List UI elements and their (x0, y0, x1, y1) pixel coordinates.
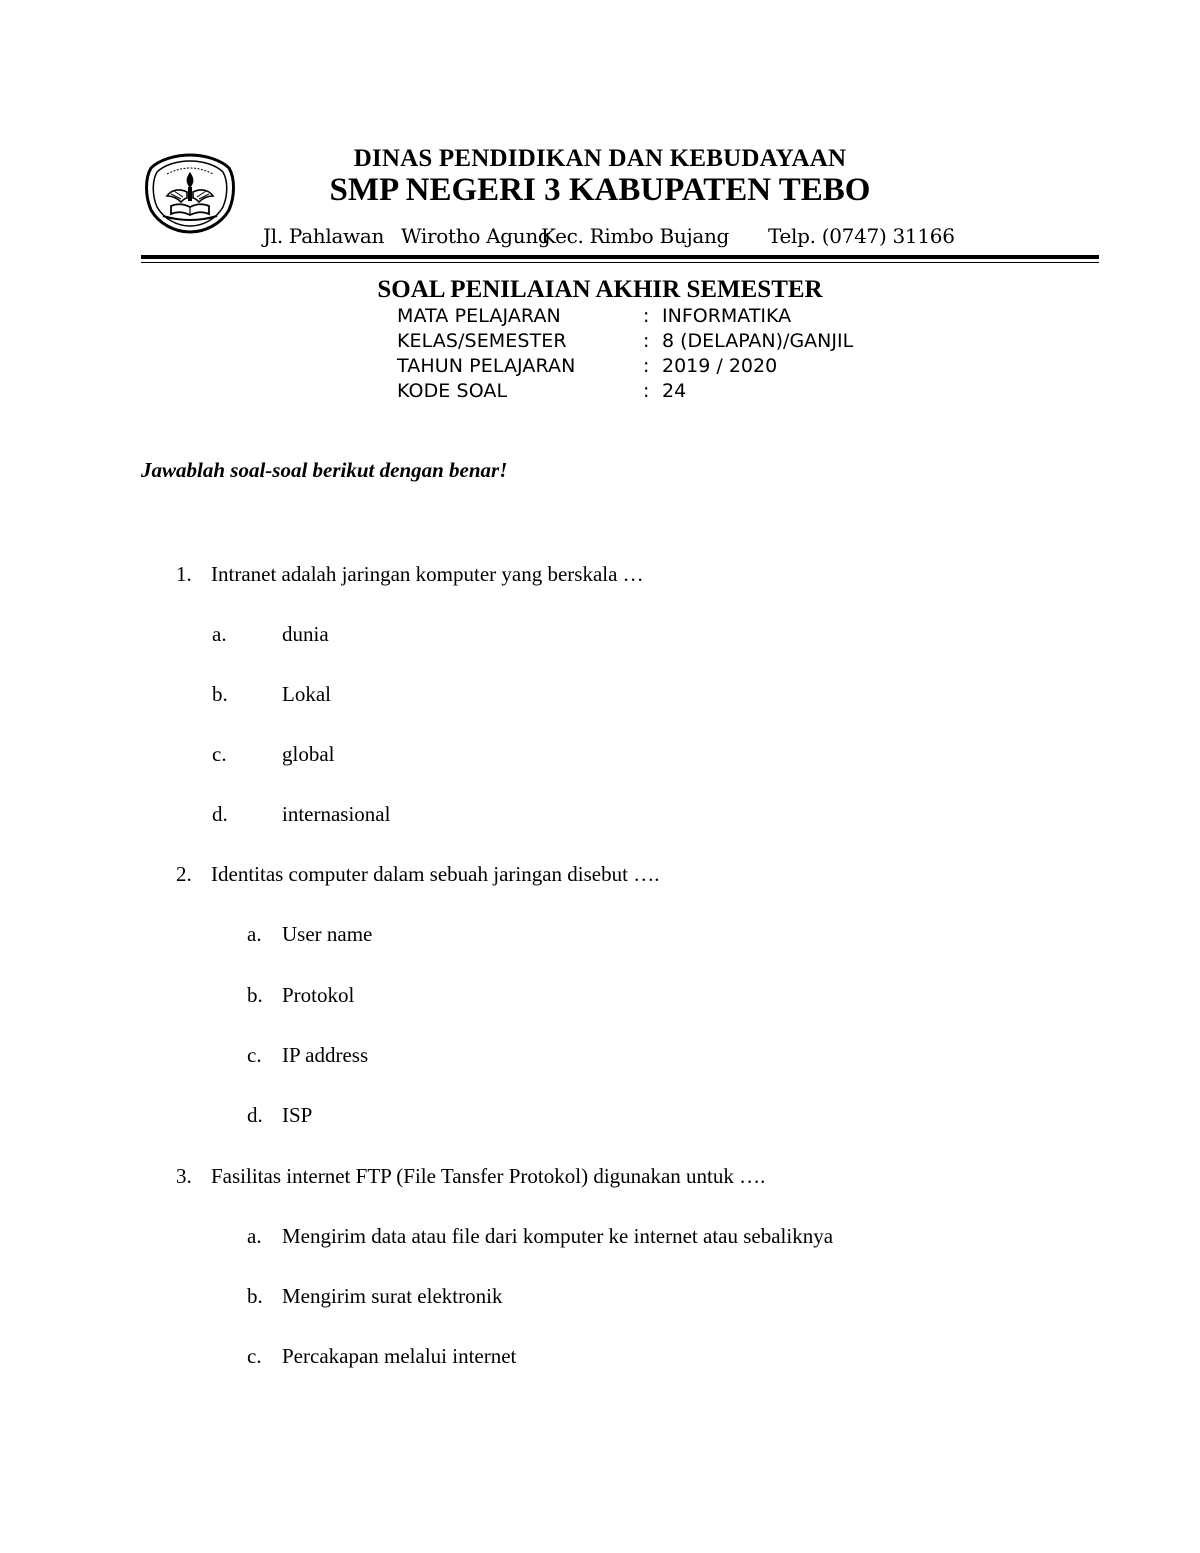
option-letter: b. (247, 1284, 263, 1308)
option-letter: d. (212, 802, 228, 826)
address-area: Wirotho Agung (401, 224, 551, 248)
option-text: ISP (282, 1103, 313, 1127)
meta-key-class: KELAS/SEMESTER (397, 330, 567, 352)
option-text: dunia (282, 622, 329, 646)
exam-title: SOAL PENILAIAN AKHIR SEMESTER (377, 276, 823, 303)
address-street: Jl. Pahlawan (263, 224, 385, 248)
meta-separator: : (643, 380, 650, 402)
meta-value-class: 8 (DELAPAN)/GANJIL (662, 330, 854, 352)
option-text: Lokal (282, 682, 331, 706)
meta-separator: : (643, 330, 650, 352)
option-letter: a. (247, 922, 262, 946)
meta-separator: : (643, 305, 650, 327)
instruction-text: Jawablah soal-soal berikut dengan benar! (141, 458, 508, 482)
option-text: User name (282, 922, 373, 946)
question-text: Fasilitas internet FTP (File Tansfer Protokol) digunakan untuk …. (211, 1164, 766, 1188)
header-divider-thick (141, 255, 1099, 259)
option-letter: b. (212, 682, 228, 706)
question-text: Intranet adalah jaringan komputer yang berskala … (211, 562, 644, 586)
option-text: Mengirim data atau file dari komputer ke internet atau sebaliknya (282, 1224, 834, 1248)
meta-separator: : (643, 355, 650, 377)
option-letter: c. (247, 1344, 262, 1368)
address-district: Kec. Rimbo Bujang (541, 224, 730, 248)
question-text: Identitas computer dalam sebuah jaringan disebut …. (211, 862, 660, 886)
option-letter: b. (247, 983, 263, 1007)
option-letter: c. (212, 742, 227, 766)
meta-key-code: KODE SOAL (397, 380, 508, 402)
meta-value-year: 2019 / 2020 (662, 355, 778, 377)
option-letter: a. (247, 1224, 262, 1248)
option-text: Protokol (282, 983, 355, 1007)
meta-key-subject: MATA PELAJARAN (397, 305, 561, 327)
meta-value-subject: INFORMATIKA (662, 305, 792, 327)
meta-value-code: 24 (662, 380, 687, 402)
option-letter: c. (247, 1043, 262, 1067)
option-letter: a. (212, 622, 227, 646)
option-text: global (282, 742, 335, 766)
header-divider-thin (141, 262, 1099, 263)
department-heading: DINAS PENDIDIKAN DAN KEBUDAYAAN (353, 145, 847, 172)
school-name-heading: SMP NEGERI 3 KABUPATEN TEBO (329, 172, 871, 208)
address-phone: Telp. (0747) 31166 (768, 224, 955, 248)
option-text: Percakapan melalui internet (282, 1344, 517, 1368)
option-text: internasional (282, 802, 391, 826)
option-letter: d. (247, 1103, 263, 1127)
option-text: Mengirim surat elektronik (282, 1284, 503, 1308)
option-text: IP address (282, 1043, 369, 1067)
question-number: 1. (176, 562, 192, 586)
meta-key-year: TAHUN PELAJARAN (397, 355, 576, 377)
question-number: 3. (176, 1164, 192, 1188)
question-number: 2. (176, 862, 192, 886)
